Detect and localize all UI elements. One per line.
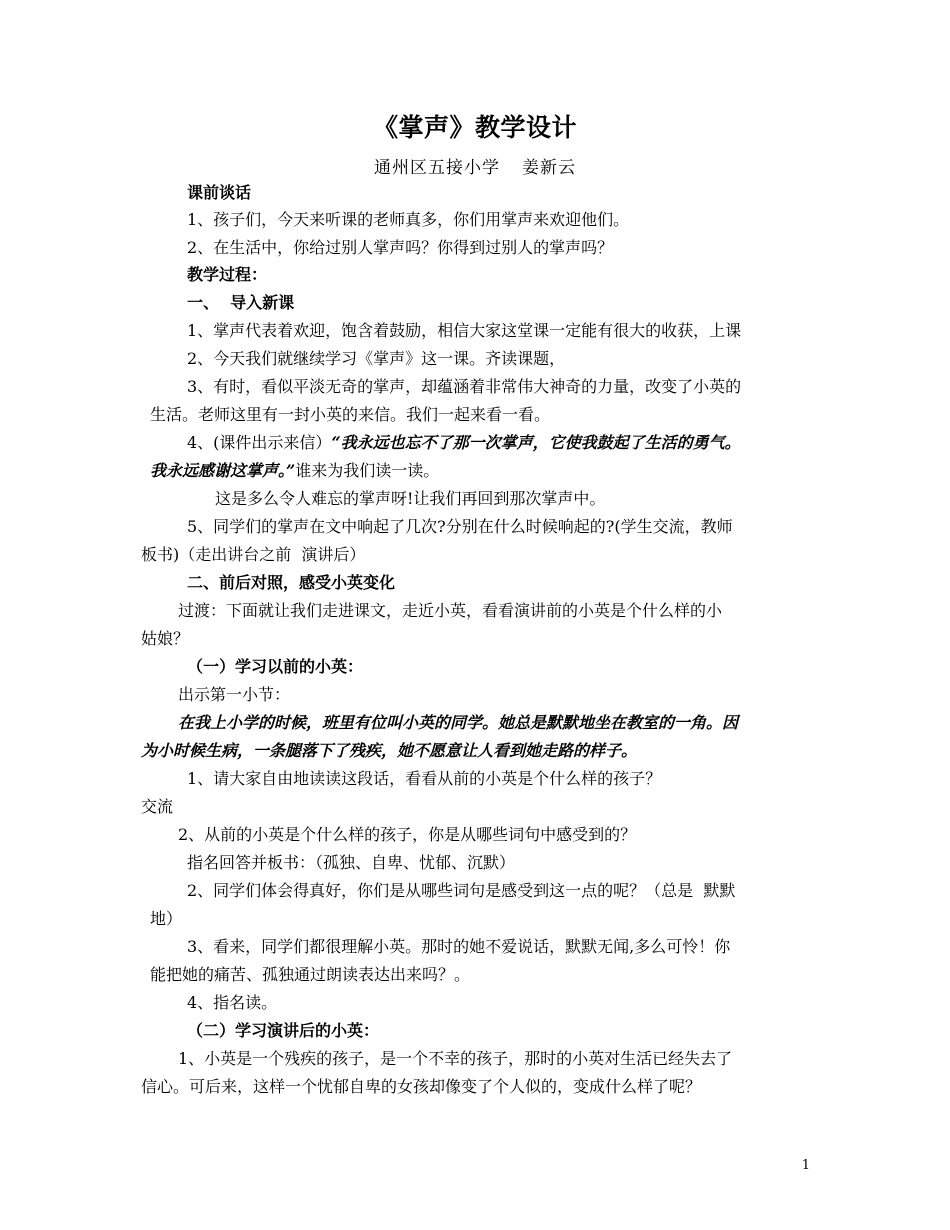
question-1b: 交流 <box>141 797 174 816</box>
pretalk-line-2: 2、在生活中，你给过别人掌声吗？你得到过别人的掌声吗？ <box>187 238 614 257</box>
subsection-after: （二）学习演讲后的小英： <box>187 1021 380 1040</box>
byline <box>0 153 950 178</box>
page-number: 1 <box>801 1158 810 1173</box>
part1-line-3a: 3、有时，看似平淡无奇的掌声，却蕴涵着非常伟大神奇的力量，改变了小英的 <box>187 377 742 396</box>
part2-heading: 二、前后对照，感受小英变化 <box>187 573 396 592</box>
part1-line-4 <box>187 432 741 454</box>
letter-prefix: 4、(课件出示来信） <box>187 433 332 452</box>
section-heading-process: 教学过程： <box>187 265 268 284</box>
pretalk-line-1: 1、孩子们，今天来听课的老师真多，你们用掌声来欢迎他们。 <box>187 210 630 229</box>
letter-suffix: 谁来为我们读一读。 <box>295 461 440 480</box>
part1-line-4c: 这是多么令人难忘的掌声呀!让我们再回到那次掌声中。 <box>215 489 606 508</box>
author-name: 姜新云 <box>522 158 576 178</box>
school-name: 通州区五接小学 <box>374 158 500 178</box>
question-4b: 能把她的痛苦、孤独通过朗读表达出来吗？。 <box>150 965 471 984</box>
transition-line-b: 姑娘？ <box>141 629 190 648</box>
subsection-before: （一）学习以前的小英： <box>187 657 364 676</box>
question-2: 2、从前的小英是个什么样的孩子，你是从哪些词句中感受到的？ <box>178 825 637 844</box>
question-4a: 3、看来，同学们都很理解小英。那时的她不爱说话，默默无闻,多么可怜！你 <box>187 937 731 956</box>
text-quote-a: 在我上小学的时候，班里有位叫小英的同学。她总是默默地坐在教室的一角。因 <box>178 713 739 732</box>
question-5: 4、指名读。 <box>187 993 278 1012</box>
letter-quote-b: 我永远感谢这掌声。” <box>150 461 296 480</box>
transition-line-a: 过渡：下面就让我们走进课文，走近小英，看看演讲前的小英是个什么样的小 <box>178 601 723 620</box>
part1-line-3b: 生活。老师这里有一封小英的来信。我们一起来看一看。 <box>150 405 551 424</box>
question-1: 1、请大家自由地读读这段话，看看从前的小英是个什么样的孩子？ <box>187 769 662 788</box>
part1-line-1: 1、掌声代表着欢迎，饱含着鼓励，相信大家这堂课一定能有很大的收获，上课 <box>187 321 742 340</box>
question-2b: 指名回答并板书：（孤独、自卑、忧郁、沉默） <box>187 853 516 872</box>
part1-line-4b <box>150 460 439 482</box>
section-heading-pretalk: 课前谈话 <box>187 183 252 202</box>
question-3a: 2、同学们体会得真好，你们是从哪些词句是感受到这一点的呢？（总是 默默 <box>187 881 736 900</box>
text-quote-b: 为小时候生病，一条腿落下了残疾，她不愿意让人看到她走路的样子。 <box>141 741 638 760</box>
after-line-1a: 1、小英是一个残疾的孩子，是一个不幸的孩子，那时的小英对生活已经失去了 <box>178 1049 733 1068</box>
question-3b: 地） <box>150 909 183 928</box>
part1-line-2: 2、今天我们就继续学习《掌声》这一课。齐读课题， <box>187 349 566 368</box>
after-line-1b: 信心。可后来，这样一个忧郁自卑的女孩却像变了个人似的，变成什么样了呢？ <box>141 1077 702 1096</box>
letter-quote-a: “我永远也忘不了那一次掌声，它使我鼓起了生活的勇气。 <box>331 433 741 452</box>
show-first-section: 出示第一小节： <box>178 685 291 704</box>
page-title: 《掌声》教学设计 <box>372 113 577 142</box>
part1-line-5a: 5、同学们的掌声在文中响起了几次?分别在什么时候响起的?(学生交流，教师 <box>187 517 733 536</box>
part1-heading: 一、 导入新课 <box>187 293 295 312</box>
part1-line-5b: 板书)（走出讲台之前 演讲后） <box>141 545 366 564</box>
